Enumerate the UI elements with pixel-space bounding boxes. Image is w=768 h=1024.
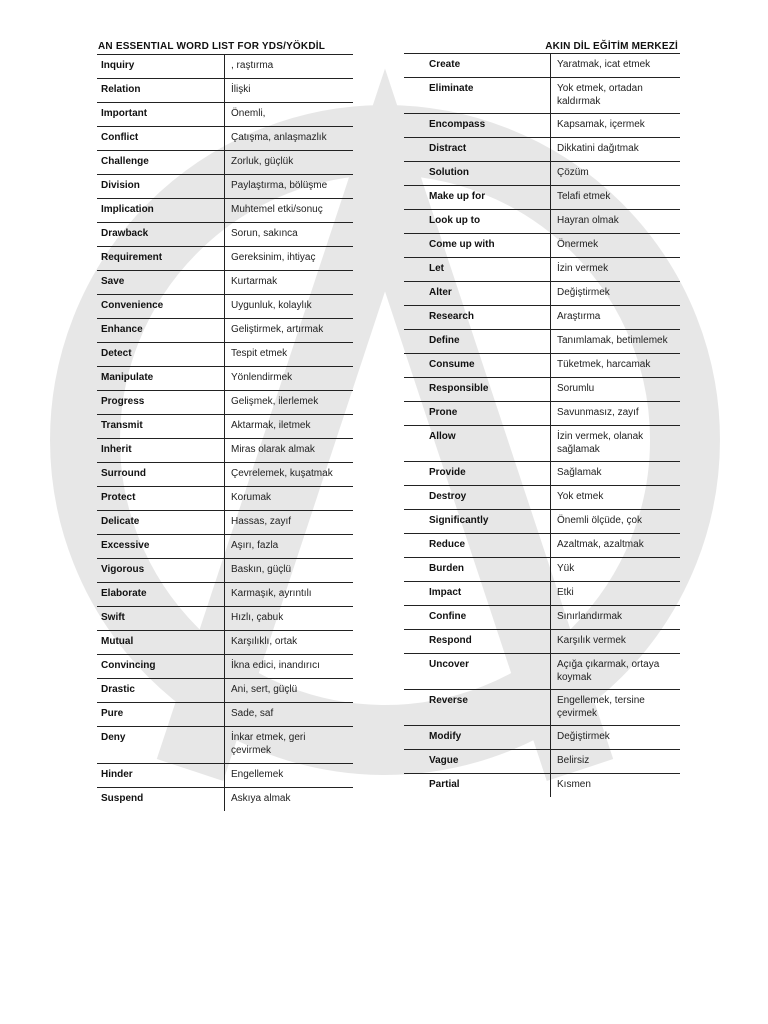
table-row: [97, 703, 353, 727]
word-meaning: Çatışma, anlaşmazlık: [224, 127, 353, 150]
word-meaning: Askıya almak: [224, 788, 353, 811]
table-row: [97, 439, 353, 463]
table-row: [404, 582, 680, 606]
table-row: [97, 487, 353, 511]
word-term: Important: [101, 108, 148, 119]
word-meaning: İzin vermek: [550, 258, 680, 281]
table-row: [404, 330, 680, 354]
word-term: Solution: [429, 167, 469, 178]
word-meaning: Kapsamak, içermek: [550, 114, 680, 137]
table-row: [97, 223, 353, 247]
word-term: Destroy: [429, 491, 467, 502]
word-term: Delicate: [101, 516, 140, 527]
word-meaning: Etki: [550, 582, 680, 605]
word-term: Vague: [429, 755, 459, 766]
word-term: Surround: [101, 468, 146, 479]
word-meaning: Karmaşık, ayrıntılı: [224, 583, 353, 606]
word-meaning: Hızlı, çabuk: [224, 607, 353, 630]
table-row: [404, 630, 680, 654]
word-term: Burden: [429, 563, 464, 574]
word-meaning: Kısmen: [550, 774, 680, 797]
table-row: [404, 606, 680, 630]
word-term: Respond: [429, 635, 472, 646]
table-row: [97, 79, 353, 103]
word-meaning: Belirsiz: [550, 750, 680, 773]
table-row: [404, 510, 680, 534]
table-row: [404, 690, 680, 726]
table-row: [404, 54, 680, 78]
word-term: Let: [429, 263, 444, 274]
word-term: Prone: [429, 407, 458, 418]
word-term: Suspend: [101, 793, 144, 804]
word-term: Allow: [429, 431, 456, 442]
left-word-table: [97, 54, 353, 811]
word-meaning: Yok etmek, ortadan kaldırmak: [550, 78, 680, 113]
word-term: Deny: [101, 732, 126, 743]
table-row: [404, 774, 680, 797]
word-term: Save: [101, 276, 125, 287]
table-row: [404, 402, 680, 426]
word-term: Research: [429, 311, 475, 322]
word-meaning: Açığa çıkarmak, ortaya koymak: [550, 654, 680, 689]
word-term: Conflict: [101, 132, 139, 143]
word-meaning: Tespit etmek: [224, 343, 353, 366]
word-meaning: Değiştirmek: [550, 282, 680, 305]
word-meaning: Sağlamak: [550, 462, 680, 485]
word-term: Make up for: [429, 191, 486, 202]
table-row: [97, 391, 353, 415]
word-meaning: Paylaştırma, bölüşme: [224, 175, 353, 198]
word-term: Hinder: [101, 769, 133, 780]
table-row: [404, 306, 680, 330]
table-row: [404, 558, 680, 582]
table-row: [404, 138, 680, 162]
word-term: Progress: [101, 396, 145, 407]
table-row: [97, 343, 353, 367]
word-meaning: Uygunluk, kolaylık: [224, 295, 353, 318]
word-term: Inquiry: [101, 60, 135, 71]
word-meaning: Gereksinim, ihtiyaç: [224, 247, 353, 270]
table-row: [404, 426, 680, 462]
word-meaning: Aşırı, fazla: [224, 535, 353, 558]
word-meaning: Kurtarmak: [224, 271, 353, 294]
right-word-table: [404, 53, 680, 797]
word-meaning: Korumak: [224, 487, 353, 510]
word-term: Partial: [429, 779, 460, 790]
table-row: [404, 234, 680, 258]
word-term: Define: [429, 335, 460, 346]
word-term: Vigorous: [101, 564, 145, 575]
table-row: [97, 151, 353, 175]
word-term: Provide: [429, 467, 466, 478]
word-meaning: Yok etmek: [550, 486, 680, 509]
table-row: [97, 511, 353, 535]
table-row: [404, 726, 680, 750]
word-term: Look up to: [429, 215, 481, 226]
table-row: [404, 462, 680, 486]
table-row: [97, 788, 353, 811]
table-row: [97, 631, 353, 655]
table-row: [97, 175, 353, 199]
word-term: Significantly: [429, 515, 489, 526]
word-meaning: Dikkatini dağıtmak: [550, 138, 680, 161]
word-meaning: Sade, saf: [224, 703, 353, 726]
word-term: Confine: [429, 611, 467, 622]
word-term: Modify: [429, 731, 462, 742]
word-meaning: Değiştirmek: [550, 726, 680, 749]
table-row: [97, 127, 353, 151]
word-term: Swift: [101, 612, 125, 623]
word-meaning: Önemli ölçüde, çok: [550, 510, 680, 533]
word-meaning: Sınırlandırmak: [550, 606, 680, 629]
table-row: [97, 415, 353, 439]
table-row: [404, 162, 680, 186]
word-meaning: Zorluk, güçlük: [224, 151, 353, 174]
word-meaning: Ani, sert, güçlü: [224, 679, 353, 702]
word-term: Create: [429, 59, 461, 70]
table-row: [97, 319, 353, 343]
word-term: Excessive: [101, 540, 150, 551]
word-term: Come up with: [429, 239, 495, 250]
word-meaning: İkna edici, inandırıcı: [224, 655, 353, 678]
word-meaning: Yönlendirmek: [224, 367, 353, 390]
word-term: Drawback: [101, 228, 149, 239]
word-meaning: İnkar etmek, geri çevirmek: [224, 727, 353, 763]
table-row: [404, 282, 680, 306]
word-meaning: Yük: [550, 558, 680, 581]
table-row: [97, 295, 353, 319]
word-meaning: Engellemek, tersine çevirmek: [550, 690, 680, 725]
table-row: [404, 354, 680, 378]
table-row: [97, 679, 353, 703]
word-term: Division: [101, 180, 140, 191]
word-term: Implication: [101, 204, 154, 215]
word-term: Requirement: [101, 252, 163, 263]
word-meaning: Sorun, sakınca: [224, 223, 353, 246]
table-row: [97, 607, 353, 631]
word-term: Pure: [101, 708, 124, 719]
word-meaning: Tanımlamak, betimlemek: [550, 330, 680, 353]
word-meaning: Aktarmak, iletmek: [224, 415, 353, 438]
word-term: Responsible: [429, 383, 489, 394]
word-meaning: Savunmasız, zayıf: [550, 402, 680, 425]
word-meaning: Araştırma: [550, 306, 680, 329]
table-row: [97, 655, 353, 679]
word-meaning: Engellemek: [224, 764, 353, 787]
word-meaning: Sorumlu: [550, 378, 680, 401]
word-meaning: Geliştirmek, artırmak: [224, 319, 353, 342]
word-term: Manipulate: [101, 372, 154, 383]
word-term: Consume: [429, 359, 475, 370]
table-row: [404, 654, 680, 690]
word-term: Challenge: [101, 156, 149, 167]
word-meaning: İlişki: [224, 79, 353, 102]
table-row: [97, 55, 353, 79]
word-meaning: İzin vermek, olanak sağlamak: [550, 426, 680, 461]
table-row: [97, 583, 353, 607]
word-meaning: Önermek: [550, 234, 680, 257]
word-meaning: Muhtemel etki/sonuç: [224, 199, 353, 222]
table-row: [97, 271, 353, 295]
table-row: [97, 764, 353, 788]
word-term: Enhance: [101, 324, 143, 335]
word-term: Relation: [101, 84, 141, 95]
word-term: Transmit: [101, 420, 143, 431]
table-row: [404, 114, 680, 138]
table-row: [404, 186, 680, 210]
word-term: Protect: [101, 492, 136, 503]
table-row: [404, 378, 680, 402]
word-term: Encompass: [429, 119, 486, 130]
word-meaning: Çevrelemek, kuşatmak: [224, 463, 353, 486]
word-term: Eliminate: [429, 83, 474, 94]
table-row: [97, 727, 353, 764]
table-row: [97, 535, 353, 559]
word-meaning: Baskın, güçlü: [224, 559, 353, 582]
word-term: Reduce: [429, 539, 466, 550]
word-term: Inherit: [101, 444, 132, 455]
word-term: Distract: [429, 143, 467, 154]
header-right-title: AKIN DİL EĞİTİM MERKEZİ: [545, 41, 678, 52]
word-term: Impact: [429, 587, 462, 598]
word-meaning: Hassas, zayıf: [224, 511, 353, 534]
word-meaning: Azaltmak, azaltmak: [550, 534, 680, 557]
word-term: Detect: [101, 348, 132, 359]
table-row: [97, 103, 353, 127]
word-meaning: Yaratmak, icat etmek: [550, 54, 680, 77]
word-meaning: Tüketmek, harcamak: [550, 354, 680, 377]
word-meaning: Karşılık vermek: [550, 630, 680, 653]
word-meaning: Miras olarak almak: [224, 439, 353, 462]
header-left-title: AN ESSENTIAL WORD LIST FOR YDS/YÖKDİL: [98, 41, 326, 52]
table-row: [97, 367, 353, 391]
word-term: Reverse: [429, 695, 468, 706]
word-term: Convincing: [101, 660, 156, 671]
table-row: [97, 247, 353, 271]
table-row: [404, 210, 680, 234]
word-meaning: Önemli,: [224, 103, 353, 126]
word-meaning: Hayran olmak: [550, 210, 680, 233]
word-meaning: Telafi etmek: [550, 186, 680, 209]
word-term: Drastic: [101, 684, 135, 695]
word-meaning: Gelişmek, ilerlemek: [224, 391, 353, 414]
table-row: [404, 258, 680, 282]
word-meaning: Karşılıklı, ortak: [224, 631, 353, 654]
table-row: [97, 559, 353, 583]
table-row: [404, 750, 680, 774]
word-term: Convenience: [101, 300, 164, 311]
word-term: Uncover: [429, 659, 470, 670]
table-row: [97, 463, 353, 487]
table-row: [404, 78, 680, 114]
table-row: [404, 486, 680, 510]
word-term: Elaborate: [101, 588, 147, 599]
table-row: [404, 534, 680, 558]
table-row: [97, 199, 353, 223]
word-meaning: , raştırma: [224, 55, 353, 78]
word-term: Mutual: [101, 636, 134, 647]
word-meaning: Çözüm: [550, 162, 680, 185]
word-term: Alter: [429, 287, 452, 298]
